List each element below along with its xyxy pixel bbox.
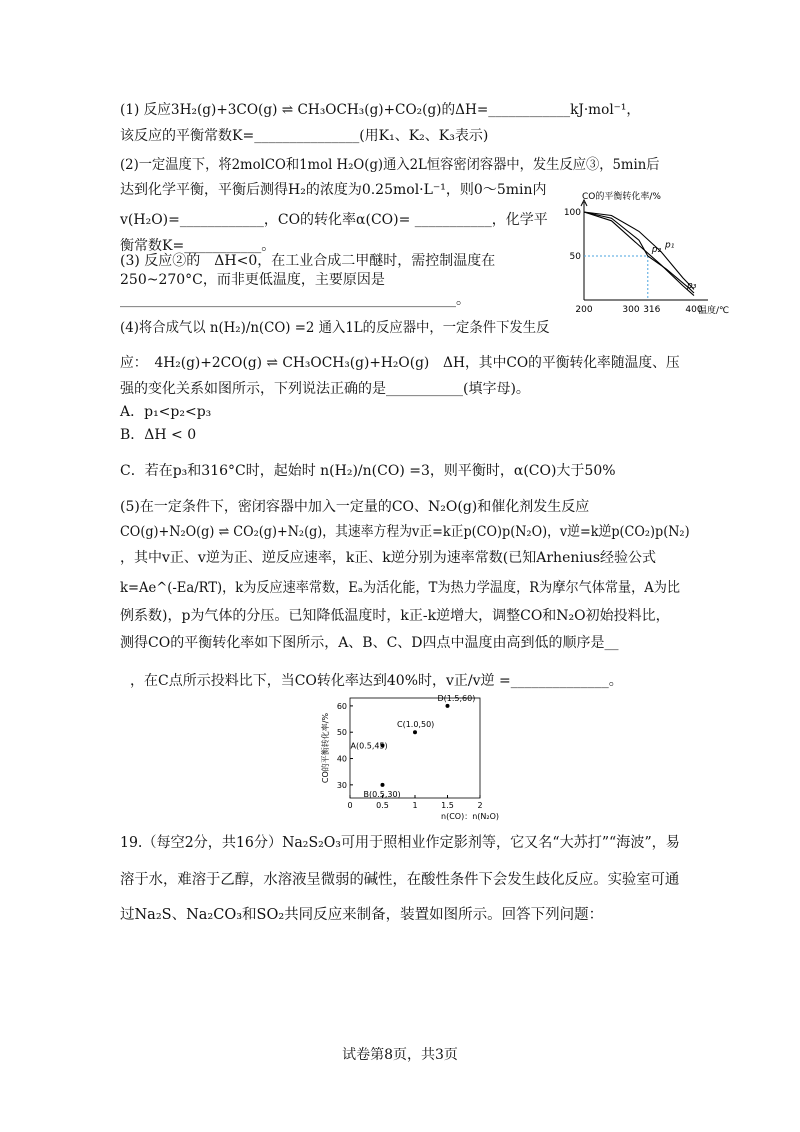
point-label: B(0.5,30) [363, 789, 401, 799]
question-19-line: 过Na₂S、Na₂CO₃和SO₂共同反应来制备，装置如图所示。回答下列问题： [120, 907, 604, 923]
question-19-line: 溶于水，难溶于乙醇，水溶液呈微弱的碱性，在酸性条件下会发生歧化反应。实验室可通 [120, 872, 680, 888]
question-line: ，在C点所示投料比下，当CO转化率达到40%时，v正/v逆 =______________。 [130, 673, 623, 689]
series-label: p₂ [651, 245, 662, 255]
data-point [446, 704, 450, 708]
y-tick-label: 100 [563, 208, 581, 218]
question-line: (3) 反应②的 ΔH<0，在工业合成二甲醚时，需控制温度在 [120, 253, 496, 269]
x-tick-label: 2 [477, 801, 483, 810]
x-tick-label: 0.5 [376, 801, 389, 810]
x-axis-label: n(CO)：n(N₂O) [441, 812, 499, 821]
question-line: A．p₁<p₂<p₃ [120, 404, 212, 420]
question-line: 该反应的平衡常数K=_______________(用K₁、K₂、K₃表示) [120, 128, 489, 144]
question-line: 达到化学平衡，平衡后测得H₂的浓度为0.25mol·L⁻¹，则0～5min内 [120, 182, 547, 198]
point-label: D(1.5,60) [437, 693, 476, 703]
question-line: k=Ae^(-Ea/RT)，k为反应速率常数，Eₐ为活化能，T为热力学温度，R为摩尔气体常量，A为比 [120, 580, 681, 596]
question-line: (4)将合成气以 n(H₂)/n(CO) =2 通入1L的反应器中，一定条件下发生反 [120, 320, 550, 336]
question-line: (1) 反应3H₂(g)+3CO(g) ⇌ CH₃OCH₃(g)+CO₂(g)的ΔH=____________kJ·mol⁻¹， [120, 102, 640, 118]
question-line: CO(g)+N₂O(g) ⇌ CO₂(g)+N₂(g)，其速率方程为v正=k正p(CO)p(N₂O)，v逆=k逆p(CO₂)p(N₂) [120, 524, 690, 540]
y-tick-label: 30 [336, 780, 347, 790]
chart2-labels [320, 694, 499, 821]
x-tick-label: 300 [622, 305, 640, 315]
question-line: 强的变化关系如图所示，下列说法正确的是___________(填字母)。 [120, 381, 530, 397]
question-19-line: 19.（每空2分，共16分）Na₂S₂O₃可用于照相业作定影剂等，它又名“大苏打”“海波”，易 [120, 835, 680, 851]
question-line: v(H₂O)=____________，CO的转化率α(CO)= ___________，化学平 [120, 212, 548, 228]
x-tick-label: 1 [412, 801, 418, 810]
question-line: 例系数)，p为气体的分压。已知降低温度时，k正-k逆增大，调整CO和N₂O初始投料比， [120, 608, 670, 624]
y-axis-label: CO的平衡转化率/% [321, 712, 330, 784]
question-line: 测得CO的平衡转化率如下图所示，A、B、C、D四点中温度由高到低的顺序是__ [120, 635, 619, 651]
question-line: (5)在一定条件下，密闭容器中加入一定量的CO、N₂O(g)和催化剂发生反应 [120, 499, 590, 515]
point-label: C(1.0,50) [397, 720, 435, 730]
x-axis-label: 温度/℃ [698, 306, 730, 316]
x-tick-label: 400 [685, 305, 703, 315]
x-tick-label: 316 [643, 305, 661, 315]
chart2-points [381, 704, 450, 787]
series-label: p₃ [687, 280, 697, 291]
question-line: ，其中v正、v逆为正、逆反应速率，k正、k逆分别为速率常数(已知Arhenius经验公式 [120, 550, 657, 566]
y-tick-label: 40 [336, 754, 347, 764]
question-line: 应： 4H₂(g)+2CO(g) ⇌ CH₃OCH₃(g)+H₂O(g) ΔH，其中CO的平衡转化率随温度、压 [120, 355, 680, 371]
x-tick-label: 200 [575, 305, 593, 315]
question-line: 衡常数K=___________。 [120, 238, 276, 254]
series-line-3 [584, 212, 694, 296]
question-line: (2)一定温度下，将2molCO和1mol H₂O(g)通入2L恒容密闭容器中，发生反应③，5min后 [120, 157, 660, 173]
y-tick-label: 50 [569, 252, 581, 262]
question-line: B．ΔH < 0 [120, 427, 197, 443]
conversion-temperature-chart [558, 192, 730, 322]
x-tick-label: 0 [347, 801, 353, 810]
question-line: ________________________________________________。 [120, 292, 470, 308]
series-label: p₁ [665, 240, 675, 251]
data-point [381, 783, 385, 787]
x-tick-label: 1.5 [441, 801, 454, 810]
data-point [413, 730, 417, 734]
y-axis-label: CO的平衡转化率/% [582, 192, 661, 202]
point-label: A(0.5,45) [350, 741, 388, 751]
question-line: C．若在p₃和316°C时，起始时 n(H₂)/n(CO) =3，则平衡时，α(CO)大于50% [120, 463, 616, 479]
conversion-ratio-scatter-chart [310, 690, 510, 820]
y-tick-label: 60 [336, 701, 347, 711]
y-tick-label: 50 [336, 728, 347, 738]
chart1-series [584, 212, 694, 296]
page-footer: 试卷第8页，共3页 [342, 1047, 458, 1063]
question-line: 250~270°C，而非更低温度，主要原因是 [120, 272, 385, 288]
